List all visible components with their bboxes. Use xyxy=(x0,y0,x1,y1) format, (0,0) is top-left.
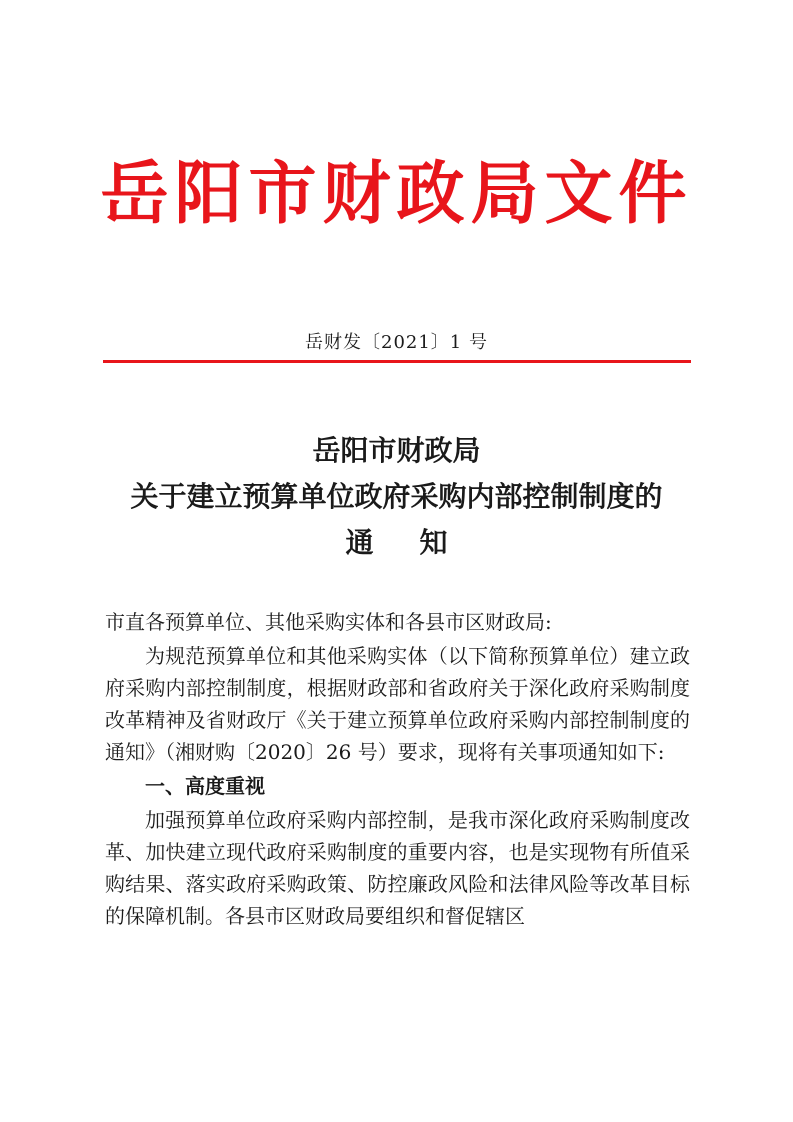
document-body xyxy=(105,606,690,932)
document-masthead: 岳阳市财政局文件 xyxy=(100,154,693,234)
section-heading: 一、高度重视 xyxy=(145,774,265,798)
title-line-issuer: 岳阳市财政局 xyxy=(312,434,481,467)
body-paragraph: 加强预算单位政府采购内部控制，是我市深化政府采购制度改革、加快建立现代政府采购制度的重要内容，也是实现物有所值采购结果、落实政府采购政策、防控廉政风险和法律风险等改革目标的保障机制。各县市区财政局要组织和督促辖区 xyxy=(105,808,690,928)
document-title xyxy=(0,428,793,566)
title-line-subject: 关于建立预算单位政府采购内部控制制度的 xyxy=(130,480,663,513)
body-paragraph: 为规范预算单位和其他采购实体（以下简称预算单位）建立政府采购内部控制制度，根据财政部和省政府关于深化政府采购制度改革精神及省财政厅《关于建立预算单位政府采购内部控制制度的通知》（湘财购〔2020〕26 号）要求，现将有关事项通知如下: xyxy=(105,644,690,764)
title-line-notice: 通知 xyxy=(345,526,494,559)
salutation: 市直各预算单位、其他采购实体和各县市区财政局: xyxy=(105,610,552,634)
red-divider-rule xyxy=(103,360,691,363)
document-number: 岳财发〔2021〕1 号 xyxy=(305,332,488,353)
